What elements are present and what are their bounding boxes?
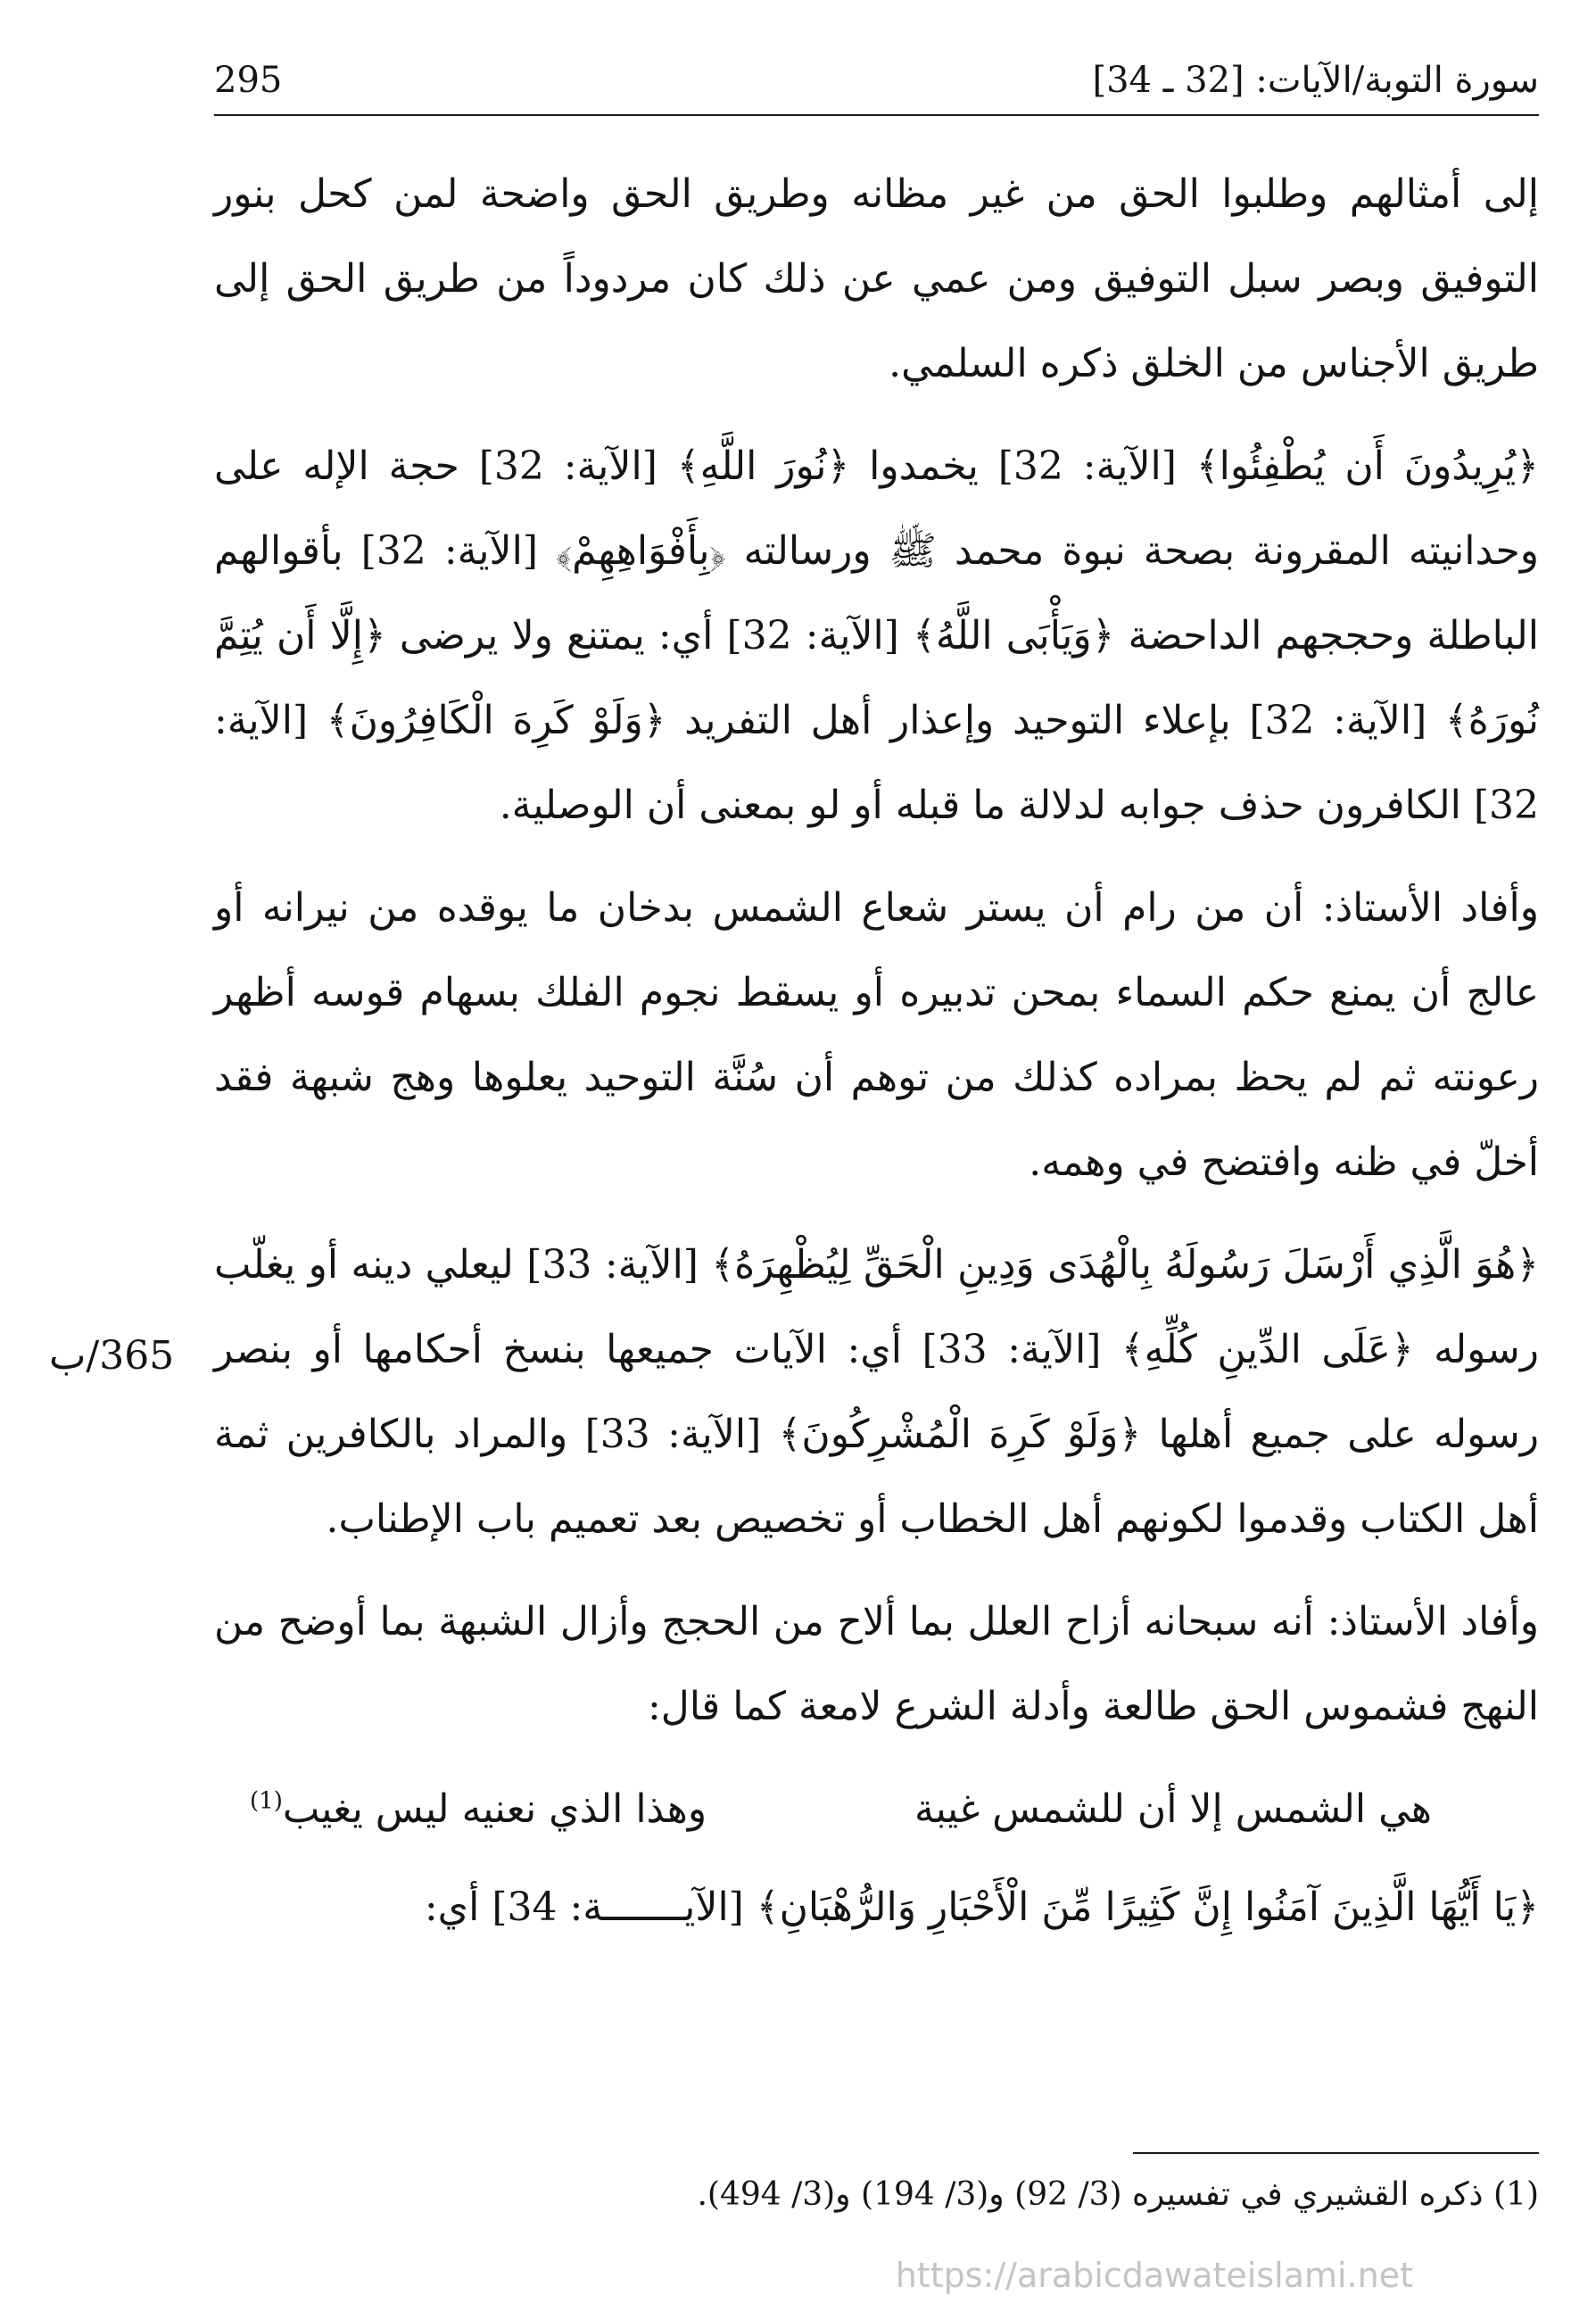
page-number: 295 (214, 60, 283, 101)
verse-second-hemistich: وهذا الذي نعنيه ليس يغيب$^{(1)}$ (250, 1786, 707, 1832)
footnote-marker: (1) (250, 1787, 283, 1815)
manuscript-folio-note: 365/ب (49, 1333, 175, 1379)
footnote: (1) ذكره القشيري في تفسيره (3/ 92) و(3/ 194) و(3/ 494). (697, 2176, 1539, 2213)
poetry-verse (214, 1767, 1539, 1851)
paragraph-5: وأفاد الأستاذ: أنه سبحانه أزاح العلل بما ألاح من الحجج وأزال الشبهة بما أوضح من النهج فشموس الحق طالعة وأدلة الشرع لامعة كما قال: (214, 1599, 1539, 1729)
paragraph-2: ﴿يُرِيدُونَ أَن يُطْفِئُوا﴾ [الآية: 32] يخمدوا ﴿نُورَ اللَّهِ﴾ [الآية: 32] حجة الإله على وحدانيته المقرونة بصحة نبوة محمد ﷺ ورسالته ﴿بِأَفْوَاهِهِمْ﴾ [الآية: 32] بأقوالهم الباطلة وحججهم الداحضة ﴿وَيَأْبَى اللَّهُ﴾ [الآية: 32] أي: يمتنع ولا يرضى ﴿إِلَّا أَن يُتِمَّ نُورَهُ﴾ [الآية: 32] بإعلاء التوحيد وإعذار أهل التفريد ﴿وَلَوْ كَرِهَ الْكَافِرُونَ﴾ [الآية: 32] الكافرون حذف جوابه لدلالة ما قبله أو لو بمعنى أن الوصلية. (214, 443, 1540, 828)
verse-first-hemistich: هي الشمس إلا أن للشمس غيبة (914, 1786, 1432, 1832)
main-text (214, 152, 1539, 1967)
watermark-url: https://arabicdawateislami.net (895, 2256, 1413, 2295)
running-head (214, 54, 1539, 107)
header-divider (214, 114, 1539, 116)
paragraph-1: إلى أمثالهم وطلبوا الحق من غير مظانه وطريق الحق واضحة لمن كحل بنور التوفيق وبصر سبل التوفيق ومن عمي عن ذلك كان مردوداً من طريق الحق إلى طريق الأجناس من الخلق ذكره السلمي. (214, 171, 1539, 386)
paragraph-3: وأفاد الأستاذ: أن من رام أن يستر شعاع الشمس بدخان ما يوقده من نيرانه أو عالج أن يمنع حكم السماء بمحن تدبيره أو يسقط نجوم الفلك بسهام قوسه أظهر رعونته ثم لم يحظ بمراده كذلك من توهم أن سُنَّة التوحيد يعلوها وهج شبهة فقد أخلّ في ظنه وافتضح في وهمه. (214, 885, 1539, 1185)
paragraph-6: ﴿يَا أَيُّهَا الَّذِينَ آمَنُوا إِنَّ كَثِيرًا مِّنَ الْأَحْبَارِ وَالرُّهْبَانِ﴾ [الآيـــــــة: 34] أي: (424, 1884, 1539, 1930)
footnote-divider (1133, 2152, 1539, 2154)
paragraph-4: ﴿هُوَ الَّذِي أَرْسَلَ رَسُولَهُ بِالْهُدَى وَدِينِ الْحَقِّ لِيُظْهِرَهُ﴾ [الآية: 33] ليعلي دينه أو يغلّب رسوله ﴿عَلَى الدِّينِ كُلِّهِ﴾ [الآية: 33] أي: الآيات جميعها بنسخ أحكامها أو بنصر رسوله على جميع أهلها ﴿وَلَوْ كَرِهَ الْمُشْرِكُونَ﴾ [الآية: 33] والمراد بالكافرين ثمة أهل الكتاب وقدموا لكونهم أهل الخطاب أو تخصيص بعد تعميم باب الإطناب. (214, 1242, 1540, 1542)
running-title: سورة التوبة/الآيات: [32 ـ 34] (1092, 60, 1539, 101)
